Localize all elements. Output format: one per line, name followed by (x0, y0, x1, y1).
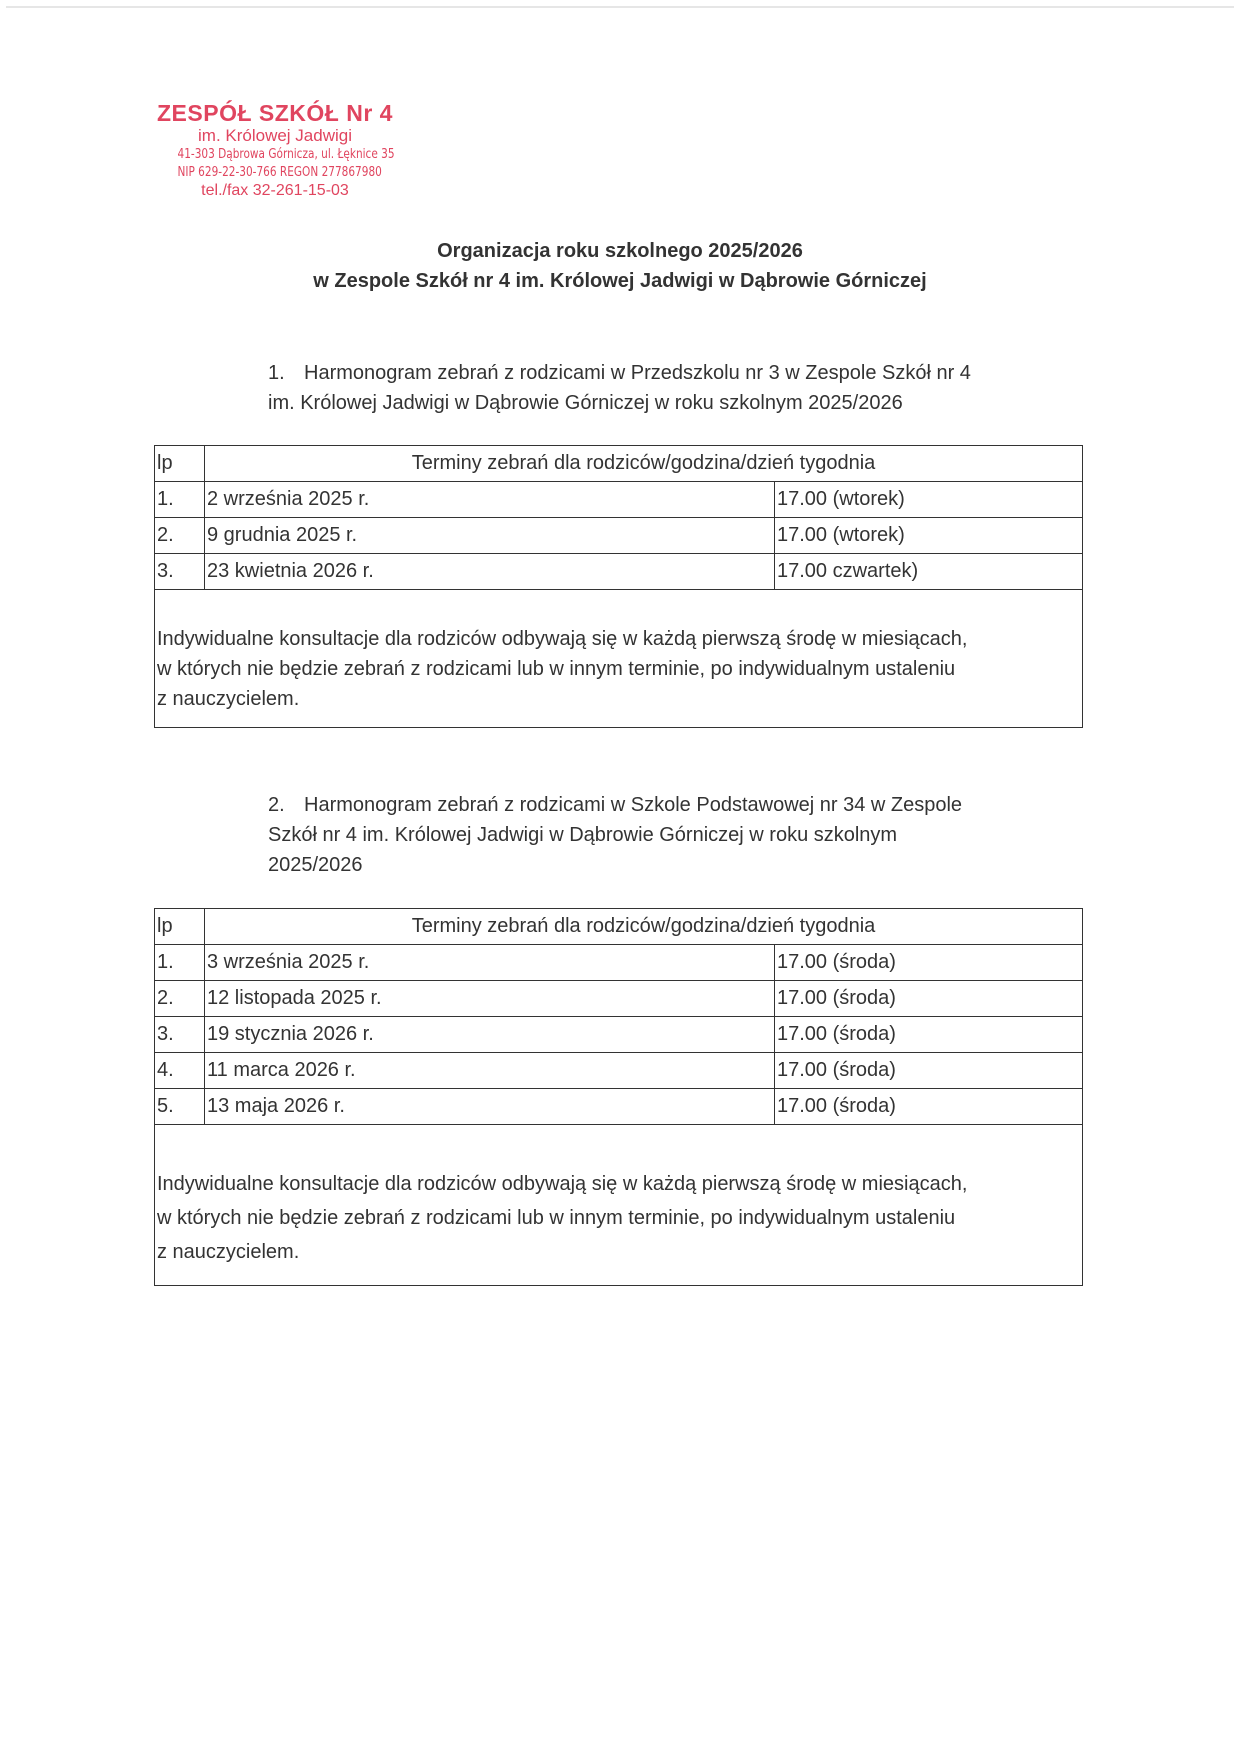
row-time: 17.00 (środa) (774, 1017, 1082, 1052)
table-row (155, 981, 1082, 1017)
header-lp: lp (155, 909, 205, 944)
table-header-row (155, 909, 1082, 945)
row-lp: 5. (155, 1089, 205, 1124)
row-time: 17.00 (środa) (774, 981, 1082, 1016)
header-terms: Terminy zebrań dla rodziców/godzina/dzień tygodnia (411, 915, 876, 937)
scan-edge-line (6, 6, 1234, 8)
note-line: Indywidualne konsultacje dla rodziców odbywają się w każdą pierwszą środę w miesiącach, (157, 628, 968, 650)
row-lp: 2. (155, 518, 205, 553)
section-number: 2. (268, 794, 285, 816)
row-date: 23 kwietnia 2026 r. (207, 560, 374, 582)
section-heading-line: Harmonogram zebrań z rodzicami w Szkole Podstawowej nr 34 w Zespole (304, 794, 963, 816)
row-date: 12 listopada 2025 r. (207, 987, 382, 1009)
document-title: Organizacja roku szkolnego 2025/2026 (437, 240, 803, 262)
row-lp: 2. (155, 981, 205, 1016)
header-lp: lp (155, 446, 205, 481)
table-row (155, 1053, 1082, 1089)
table-row (155, 518, 1082, 554)
section-heading-line: Szkół nr 4 im. Królowej Jadwigi w Dąbrowie Górniczej w roku szkolnym (268, 824, 898, 846)
row-lp: 3. (155, 554, 205, 589)
meetings-table-preschool (154, 445, 1083, 728)
table-row (155, 1017, 1082, 1053)
consultation-note (157, 624, 1074, 714)
stamp-nip-regon: NIP 629-22-30-766 REGON 277867980 (177, 164, 382, 180)
stamp-phone: tel./fax 32-261-15-03 (201, 182, 349, 199)
row-time: 17.00 (wtorek) (774, 518, 1082, 553)
note-line: w których nie będzie zebrań z rodzicami lub w innym terminie, po indywidualnym ustaleniu (157, 658, 956, 680)
section-2-heading (268, 790, 1068, 880)
row-date: 9 grudnia 2025 r. (207, 524, 358, 546)
section-1-heading (268, 358, 1068, 418)
table-row (155, 945, 1082, 981)
row-time: 17.00 (środa) (774, 1053, 1082, 1088)
row-time: 17.00 (środa) (774, 1089, 1082, 1124)
table-header-row (155, 446, 1082, 482)
row-date: 19 stycznia 2026 r. (207, 1023, 374, 1045)
table-row (155, 482, 1082, 518)
section-heading-line: Harmonogram zebrań z rodzicami w Przedszkolu nr 3 w Zespole Szkół nr 4 (304, 362, 971, 384)
document-subtitle: w Zespole Szkół nr 4 im. Królowej Jadwigi w Dąbrowie Górniczej (313, 270, 927, 292)
row-date: 2 września 2025 r. (207, 488, 370, 510)
row-lp: 4. (155, 1053, 205, 1088)
header-terms: Terminy zebrań dla rodziców/godzina/dzień tygodnia (411, 452, 876, 474)
row-lp: 3. (155, 1017, 205, 1052)
note-line: z nauczycielem. (157, 688, 300, 710)
note-line: z nauczycielem. (157, 1241, 300, 1263)
row-date: 13 maja 2026 r. (207, 1095, 345, 1117)
row-date: 11 marca 2026 r. (207, 1059, 356, 1081)
stamp-address: 41-303 Dąbrowa Górnicza, ul. Łęknice 35 (177, 146, 395, 162)
consultation-note (157, 1167, 1074, 1269)
section-number: 1. (268, 362, 285, 384)
row-time: 17.00 (wtorek) (774, 482, 1082, 517)
note-line: Indywidualne konsultacje dla rodziców odbywają się w każdą pierwszą środę w miesiącach, (157, 1173, 968, 1195)
stamp-patron: im. Królowej Jadwigi (198, 126, 352, 145)
row-time: 17.00 (środa) (774, 945, 1082, 980)
note-line: w których nie będzie zebrań z rodzicami lub w innym terminie, po indywidualnym ustaleniu (157, 1207, 956, 1229)
row-time: 17.00 czwartek) (774, 554, 1082, 589)
meetings-table-primary-school (154, 908, 1083, 1286)
school-stamp (150, 100, 400, 201)
row-lp: 1. (155, 945, 205, 980)
table-row (155, 1089, 1082, 1125)
row-lp: 1. (155, 482, 205, 517)
section-heading-line: 2025/2026 (268, 854, 363, 876)
stamp-school-name: ZESPÓŁ SZKÓŁ Nr 4 (157, 100, 393, 126)
table-row (155, 554, 1082, 590)
row-date: 3 września 2025 r. (207, 951, 370, 973)
section-heading-line: im. Królowej Jadwigi w Dąbrowie Górniczej w roku szkolnym 2025/2026 (268, 392, 903, 414)
